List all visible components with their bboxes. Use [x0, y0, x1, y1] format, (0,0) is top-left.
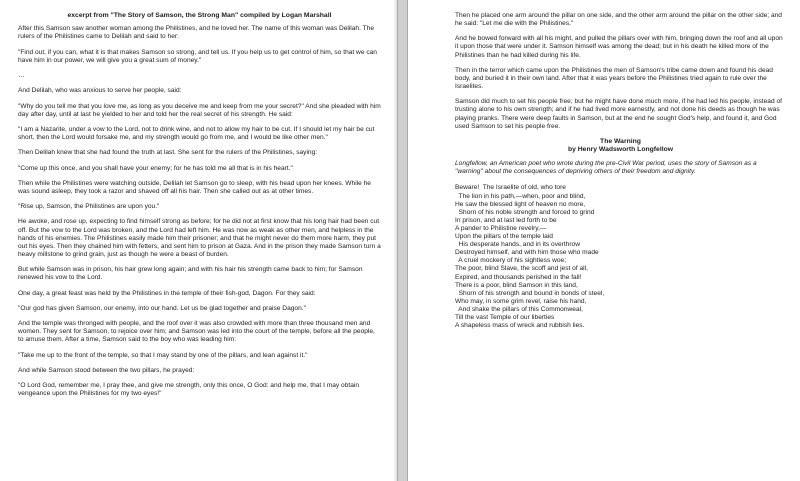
poem-line: A shapeless mass of wreck and rubbish lies.	[455, 322, 585, 330]
poem-line: His desperate hands, and in its overthrow	[455, 241, 580, 249]
poem-line: The poor, blind Slave, the scoff and jest of all,	[455, 265, 588, 273]
paragraph: Samson did much to set his people free; but he might have done much more, if he had led his people, instead of trusting alone to his own strength; and if he had lived more earnestly, and not done his deeds as though he was playing pranks. There were deep faults in Samson, but at the end he sought God's help, and found it, and God used Samson to set his people free.	[455, 98, 782, 130]
paragraph: "Rise up, Samson, the Philistines are upon you."	[18, 203, 160, 211]
poem-line: Beware! The Israelite of old, who tore	[455, 184, 566, 192]
page-left	[0, 0, 397, 481]
paragraph: Then in the terror which came upon the Philistines the men of Samson's tribe came down and found his dead body, and buried it in their own land. After that it was years before the Philistines tried again to rule over the Israelites.	[455, 66, 773, 91]
paragraph: "I am a Nazarite, under a vow to the Lord, not to drink wine, and not to allow my hair to be cut. If I should let my hair be cut short, then the Lord would forsake me, and my strength would go from me, and I would be like other men."	[18, 125, 375, 141]
document-title: excerpt from "The Story of Samson, the Strong Man" compiled by Logan Marshall	[67, 12, 332, 19]
poem-line: Expired, and thousands perished in the fall!	[455, 273, 582, 281]
poem-line: A cruel mockery of his sightless woe;	[455, 257, 567, 265]
paragraph: "O Lord God, remember me, I pray thee, and give me strength, only this once, O God: and help me, that I may obtain vengeance upon the Philistines for my two eyes!"	[18, 382, 359, 398]
ellipsis: …	[18, 71, 25, 79]
paragraph: One day, a great feast was held by the Philistines in the temple of their fish-god, Dagon. For they said:	[18, 289, 316, 297]
paragraph: Then Delilah knew that she had found the truth at last. She sent for the rulers of the Philistines, saying:	[18, 149, 318, 157]
paragraph: "Our god has given Samson, our enemy, into our hand. Let us be glad together and praise Dagon."	[18, 304, 306, 312]
page-right	[408, 0, 800, 481]
paragraph: He awoke, and rose up, expecting to find himself strong as before; for he did not at first know that his long hair had been cut off. But the vow to the Lord was broken, and the Lord had left him. He was now as weak as other men, and helpless in the hands of his enemies. The Philistines easily made him their prisoner; and that he might never do them more harm, they put out his eyes. Then they chained him with fetters, and sent him to prison at Gaza. And in the prison they made Samson turn a heavy millstone to grind grain, just as though he were a beast of burden.	[18, 218, 381, 258]
poem-line: He saw the blessed light of heaven no more,	[455, 200, 586, 208]
poem-line: There is a poor, blind Samson in this land,	[455, 281, 578, 289]
paragraph: And he bowed forward with all his might, and pulled the pillars over with him, bringing down the roof and all upon it upon those that were under it. Samson himself was among the dead; but in his death he killed more of the Philistines than he had killed during his life.	[455, 35, 783, 59]
poem-intro: Longfellow, an American poet who wrote during the pre-Civil War period, uses the story of Samson as a "warning" about the consequences of depriving others of their freedom and dignity.	[455, 160, 757, 176]
paragraph: After this Samson saw another woman among the Philistines, and he loved her. The name of this woman was Delilah. The rulers of the Philistines came to Delilah and said to her:	[18, 25, 375, 41]
poem-line: Till the vast Temple of our liberties	[455, 313, 555, 321]
paragraph: And while Samson stood between the two pillars, he prayed:	[18, 366, 195, 374]
poem-line: The lion in his path,—when, poor and blind,	[455, 192, 586, 200]
poem-byline: by Henry Wadsworth Longfellow	[567, 146, 674, 154]
paragraph: Then he placed one arm around the pillar on one side, and the other arm around the pillar on the other side; and he said: "Let me die with the Philistines."	[455, 12, 782, 28]
paragraph: And the temple was thronged with people, and the roof over it was also crowded with more than three thousand men and women. They sent for Samson, to rejoice over him; and Samson was led into the court of the temple, before all the people, to amuse them. After a time, Samson said to the boy who was leading him:	[18, 320, 375, 344]
paragraph: Then while the Philistines were watching outside, Delilah let Samson go to sleep, with his head upon her knees. While he was sound asleep, they took a razor and shaved off all his hair. Then she called out as at other times.	[18, 179, 371, 195]
paragraph: "Find out, if you can, what it is that makes Samson so strong, and tell us. If you help us to get control of him, so that we can have him in our power, we will give you a great sum of money."	[18, 48, 377, 64]
poem-title: The Warning	[600, 137, 641, 145]
paragraph: And Delilah, who was anxious to serve her people, said:	[18, 87, 182, 95]
poem-line: And shake the pillars of this Commonweal,	[455, 305, 583, 313]
poem-line: Destroyed himself, and with him those who made	[455, 249, 599, 257]
poem-line: Shorn of his strength and bound in bonds of steel,	[455, 289, 605, 297]
paragraph: But while Samson was in prison, his hair grew long again; and with his hair his strength came back to him; for Samson renewed his vow to the Lord.	[18, 266, 363, 282]
poem-line: Who may, in some grim revel, raise his hand,	[455, 297, 587, 305]
paragraph: "Come up this once, and you shall have your enemy; for he has told me all that is in his heart."	[18, 164, 293, 172]
page-gutter	[397, 0, 408, 481]
poem	[455, 184, 786, 330]
poem-line: Shorn of his noble strength and forced to grind	[455, 208, 595, 216]
poem-line: Upon the pillars of the temple laid	[455, 233, 553, 241]
poem-line: In prison, and at last led forth to be	[455, 216, 557, 224]
paragraph: "Why do you tell me that you love me, as long as you deceive me and keep from me your secret?" And she pleaded with him day after day, until at last he yielded to her and told her the real secret of his strength. He said:	[18, 102, 381, 118]
poem-line: A pander to Philistine revelry,—	[455, 224, 547, 232]
paragraph: "Take me up to the front of the temple, so that I may stand by one of the pillars, and lean against it."	[18, 351, 308, 359]
